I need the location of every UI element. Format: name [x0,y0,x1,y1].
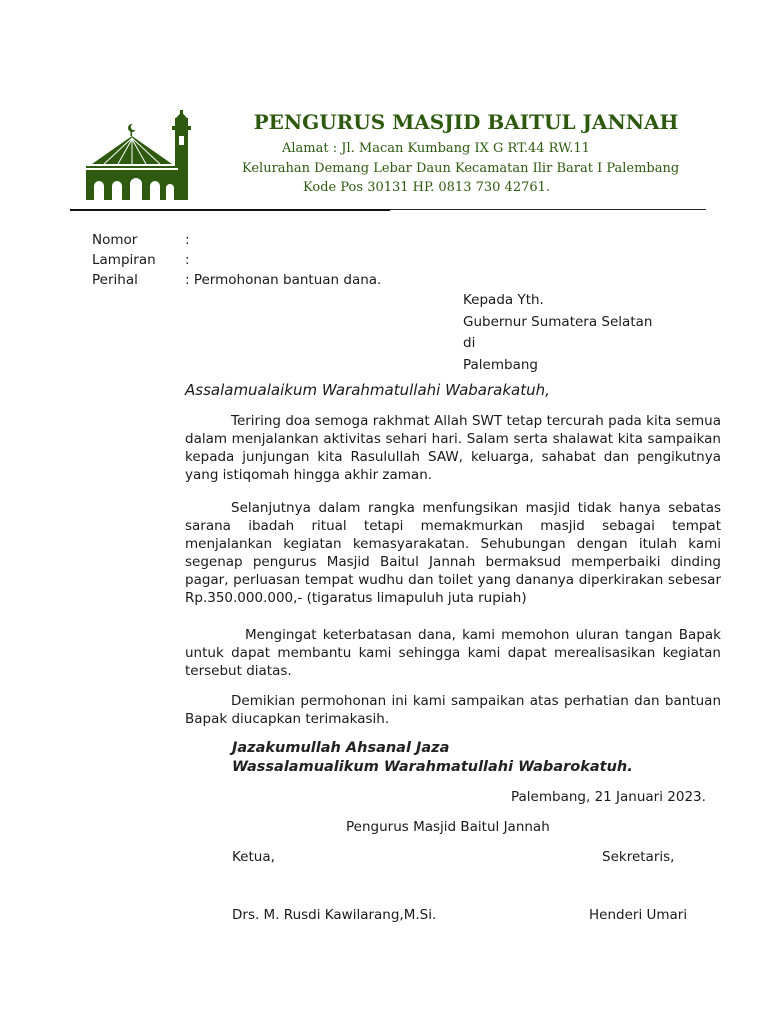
org-title: PENGURUS MASJID BAITUL JANNAH [253,110,679,134]
closing-block [232,739,633,777]
closing-line2: Wassalamualikum Warahmatullahi Wabarokatuh. [232,759,633,775]
meta-perihal [92,270,381,290]
nomor-value: : [185,232,190,248]
meta-nomor [92,230,381,250]
paragraph-4: Demikian permohonan ini kami sampaikan atas perhatian dan bantuan Bapak diucapkan terimakasih. [185,693,721,727]
paragraph-2: Selanjutnya dalam rangka menfungsikan masjid tidak hanya sebatas sarana ibadah ritual tetapi memakmurkan masjid sebagai tempat menjalankan kegiatan kemasyarakatan. Sehubungan dengan itulah kami segenap pengurus Masjid Baitul Jannah bermaksud memperbaiki dinding pagar, perluasan tempat wudhu dan toilet yang dananya diperkirakan sebesar Rp.350.000.000,- (tigaratus limapuluh juta rupiah) [185,500,721,606]
paragraph-1: Teriring doa semoga rakhmat Allah SWT tetap tercurah pada kita semua dalam menjalankan aktivitas sehari hari. Salam serta shalawat kita sampaikan kepada junjungan kita Rasulullah SAW, keluarga, sahabat dan pengikutnya yang istiqomah hingga akhir zaman. [185,413,721,483]
paragraph-3: Mengingat keterbatasan dana, kami memohon uluran tangan Bapak untuk dapat membantu kami sehingga kami dapat merealisasikan kegiatan tersebut diatas. [185,627,721,679]
nomor-label: Nomor [92,232,138,248]
name-chairman: Drs. M. Rusdi Kawilarang,M.Si. [232,907,437,923]
closing-line1: Jazakumullah Ahsanal Jaza [232,740,450,756]
recipient-line2: Gubernur Sumatera Selatan [463,313,653,330]
recipient-block [463,290,652,376]
salutation: Assalamualaikum Warahmatullahi Wabarakatuh, [185,381,550,399]
signing-org: Pengurus Masjid Baitul Jannah [346,819,550,835]
name-secretary: Henderi Umari [589,907,688,923]
contact-line: Kode Pos 30131 HP. 0813 730 42761. [303,180,551,195]
meta-lampiran [92,250,381,270]
perihal-value: : Permohonan bantuan dana. [185,272,382,288]
district-line: Kelurahan Demang Lebar Daun Kecamatan Ilir Barat I Palembang [242,161,680,176]
recipient-line4: Palembang [463,356,538,373]
recipient-line3: di [463,335,476,351]
place-date: Palembang, 21 Januari 2023. [511,789,706,805]
perihal-label: Perihal [92,272,138,288]
lampiran-value: : [185,252,190,268]
header-divider-thick [70,209,390,211]
address-line: Alamat : Jl. Macan Kumbang IX G RT.44 RW.11 [282,141,590,156]
role-chairman: Ketua, [232,849,275,865]
role-secretary: Sekretaris, [602,849,675,865]
lampiran-label: Lampiran [92,252,156,268]
recipient-line1: Kepada Yth. [463,292,544,308]
letter-meta [92,230,381,290]
